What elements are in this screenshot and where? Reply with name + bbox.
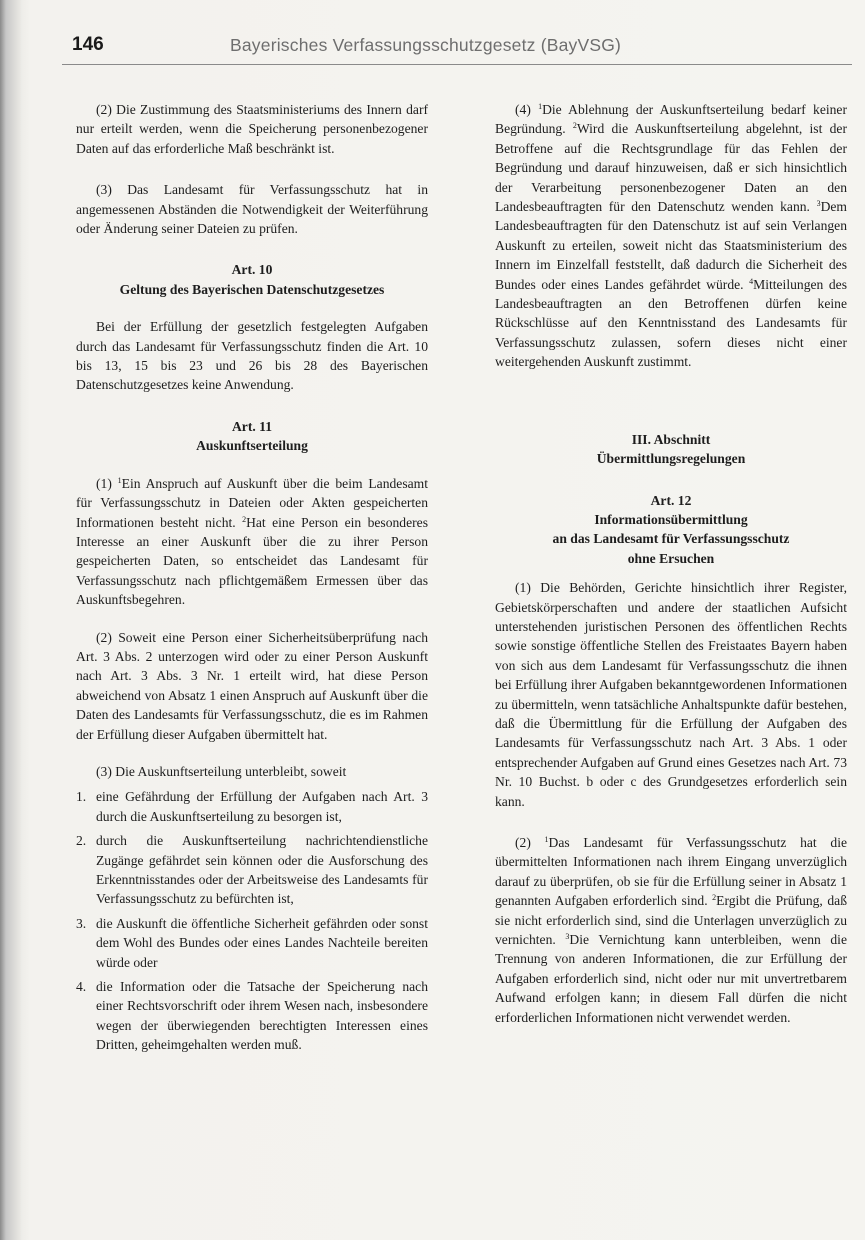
paragraph-art12-1: (1) Die Behörden, Gerichte hinsichtlich ihrer Register, Gebietskörperschaften und andere der staatlichen Aufsicht unterstehenden juristischen Personen des öffentlichen Rechts sowie sonstige öffentliche Stellen des Freistaates Bayern haben von sich aus dem Landesamt für Verfassungsschutz die ihnen bei Erfüllung ihrer Aufgaben bekanntgewordenen Informationen zu übermitteln, wenn tatsächliche Anhaltspunkte dafür bestehen, daß die Übermittlung für die Erfüllung der Aufgaben des Landesamts für Verfassungsschutz nach Art. 3 Abs. 1 oder entsprechender Aufgaben auf Grund eines Gesetzes nach Art. 73 Nr. 10 Buchst. b oder c des Grundgesetzes erforderlich sein kann.: [495, 580, 847, 809]
list-item: [76, 831, 428, 909]
list-item: [76, 787, 428, 826]
paragraph-art10: Bei der Erfüllung der gesetzlich festgelegten Aufgaben durch das Landesamt für Verfassungsschutz finden die Art. 10 bis 13, 15 bis 23 und 26 bis 28 des Bayerischen Datenschutzgesetzes keine Anwendung.: [76, 319, 428, 393]
list-item: [76, 977, 428, 1055]
sentence-number: 2: [572, 121, 577, 131]
item-number: 2.: [76, 833, 87, 849]
paragraph-art12-2: [495, 833, 847, 1027]
item-text: die Auskunft die öffentliche Sicherheit gefährden oder sonst dem Wohl des Bundes oder eines Landes Nachteile bereiten würde oder: [96, 915, 428, 970]
paragraph-number: (1): [96, 475, 118, 491]
item-text: die Information oder die Tatsache der Speicherung nach einer Rechtsvorschrift oder ihrem Wesen nach, insbesondere wegen der überwiegenden berechtigten Interessen eines Dritten, geheimgehalten werden muß.: [96, 979, 428, 1053]
article-11-number: Art. 11: [231, 418, 273, 434]
sentence-text: Ergibt die Prüfung, daß sie nicht erforderlich sind, sind die Unterlagen unverzüglich zu vernichten.: [495, 893, 847, 948]
sentence-text: Die Vernichtung kann unterbleiben, wenn die Trennung von anderen Informationen, die zur Erfüllung der Aufgaben erforderlich sind, nicht oder nur mit unvertretbarem Aufwand erfolgen kann; in diesem Fall dürfen die nicht erforderlichen Informationen nicht verwendet werden.: [495, 932, 847, 1025]
book-binding-shadow: [0, 0, 22, 1240]
article-10-number: Art. 10: [231, 262, 273, 278]
sentence-text: Ein Anspruch auf Auskunft über die beim Landesamt für Verfassungsschutz in Dateien oder Akten gespeicherten Informationen besteht nicht.: [76, 475, 429, 530]
section-title: III. Abschnitt: [631, 431, 711, 447]
sentence-number: 3: [565, 932, 570, 942]
sentence-text: Die Ablehnung der Auskunftserteilung bedarf keiner Begründung.: [495, 102, 847, 137]
item-number: 4.: [76, 979, 87, 995]
sentence-text: Wird die Auskunftserteilung abgelehnt, ist der Betroffene auf die Rechtsgrundlage für das Fehlen der Begründung und darauf hinzuweisen, daß er sich hinsichtlich der Verarbeitung personenbezogener Daten an den Landesbeauftragten für den Datenschutz wenden kann.: [495, 121, 847, 215]
article-12-title-line-1: Informationsübermittlung: [594, 511, 748, 527]
item-text: durch die Auskunftserteilung nachrichtendienstliche Zugänge gefährdet sein können oder die Ausforschung des Erkenntnisstandes oder der Arbeitsweise des Landesamts für Verfassungsschutz zu befürchten ist,: [96, 833, 428, 907]
left-column: [76, 100, 428, 1060]
sentence-number: 3: [816, 199, 821, 209]
art11-3-item-list: [76, 787, 428, 1054]
sentence-number: 4: [749, 276, 754, 286]
sentence-number: 2: [712, 893, 717, 903]
header-rule: [62, 64, 852, 65]
paragraph-art11-3-lead: (3) Die Auskunftserteilung unterbleibt, soweit: [96, 763, 347, 779]
sentence-text: Das Landesamt für Verfassungsschutz hat die übermittelten Informationen nach ihrem Eingang unverzüglich darauf zu überprüfen, ob sie für die Erfüllung seiner in Absatz 1 genannten Aufgaben erforderlich sind.: [495, 835, 848, 909]
paragraph-art9-3: (3) Das Landesamt für Verfassungsschutz hat in angemessenen Abständen die Notwendigkeit der Weiterführung oder Änderung seiner Dateien zu prüfen.: [76, 182, 428, 237]
paragraph-art9-2: (2) Die Zustimmung des Staatsministeriums des Innern darf nur erteilt werden, wenn die Speicherung personenbezogener Daten auf das erforderliche Maß beschränkt ist.: [76, 102, 428, 156]
sentence-number: 2: [242, 514, 247, 524]
list-item: [76, 914, 428, 972]
sentence-number: 1: [117, 475, 122, 485]
article-12-title-line-2: an das Landesamt für Verfassungsschutz: [552, 531, 790, 547]
article-12-title-line-3: ohne Ersuchen: [627, 550, 715, 566]
sentence-text: Mitteilungen des Landesbeauftragten an den Betroffenen dürfen keine Rückschlüsse auf den Kenntnisstand des Landesamts für Verfassungsschutz zulassen, sofern dieses nicht einer weitergehenden Auskunft zustimmt.: [495, 276, 848, 370]
article-12-number: Art. 12: [650, 492, 692, 508]
paragraph-art11-1: [76, 474, 428, 610]
item-text: eine Gefährdung der Erfüllung der Aufgaben nach Art. 3 durch die Auskunftserteilung zu besorgen ist,: [96, 789, 428, 824]
item-number: 1.: [76, 789, 87, 805]
sentence-number: 1: [544, 835, 549, 844]
section-subtitle: Übermittlungsregelungen: [596, 451, 746, 467]
sentence-number: 1: [538, 102, 543, 111]
article-10-title: Geltung des Bayerischen Datenschutzgesetzes: [119, 281, 385, 297]
sentence-text: Dem Landesbeauftragten für den Datenschutz ist auf sein Verlangen Auskunft zu erteilen, soweit nicht das Staatsministerium des Innern im Einzelfall feststellt, daß dadurch die Sicherheit des Bundes oder eines Landes gefährdet würde.: [495, 199, 847, 292]
page-number: 146: [72, 34, 104, 55]
right-column: [495, 100, 847, 1027]
paragraph-art11-4: [495, 100, 847, 372]
running-title: Bayerisches Verfassungsschutzgesetz (BayVSG): [230, 35, 622, 55]
paragraph-art11-2: (2) Soweit eine Person einer Sicherheitsüberprüfung nach Art. 3 Abs. 2 unterzogen wird oder zu einer Person Auskunft nach Art. 3 Abs. 3 Nr. 1 erteilt wird, hat diese Person abweichend von Absatz 1 einen Anspruch auf Auskunft über die Daten des Landesamts für Verfassungsschutz, die es im Rahmen der Erfüllung dieser Aufgaben übermittelt hat.: [76, 629, 428, 742]
sentence-text: Hat eine Person ein besonderes Interesse an einer Auskunft über die zu ihrer Person gespeicherten Daten, so entscheidet das Landesamt für Verfassungsschutz nach pflichtgemäßem Ermessen über das Auskunftsbegehren.: [76, 514, 428, 608]
page-header: [62, 30, 852, 64]
paragraph-number: (4): [515, 102, 539, 117]
item-number: 3.: [76, 915, 87, 931]
paragraph-number: (2): [515, 835, 545, 850]
article-11-title: Auskunftserteilung: [196, 438, 308, 454]
